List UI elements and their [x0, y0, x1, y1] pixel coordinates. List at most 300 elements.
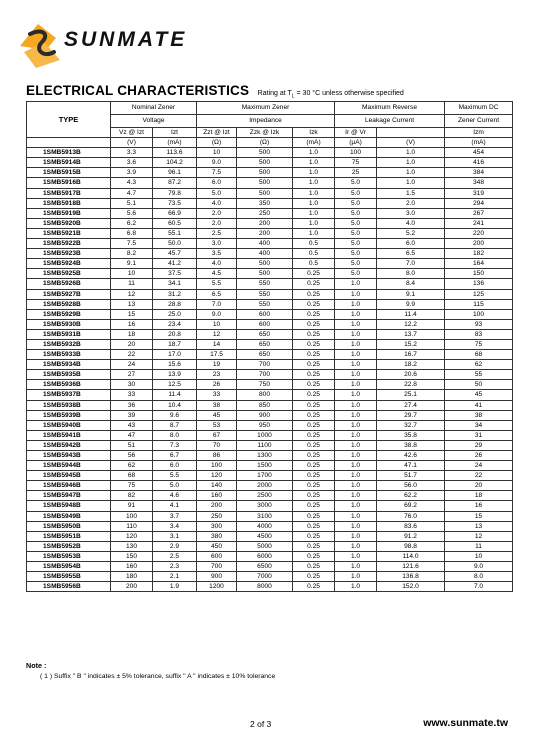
value-cell: 5.5	[153, 471, 197, 481]
value-cell: 0.25	[293, 440, 335, 450]
part-number-cell: 1SMB5956B	[27, 582, 111, 592]
value-cell: 6.0	[197, 178, 237, 188]
value-cell: 23.4	[153, 319, 197, 329]
value-cell: 45	[197, 410, 237, 420]
value-cell: 650	[237, 339, 293, 349]
value-cell: 6.8	[111, 228, 153, 238]
value-cell: 38.8	[377, 440, 445, 450]
value-cell: 5.0	[335, 218, 377, 228]
value-cell: 4000	[237, 521, 293, 531]
value-cell: 41	[445, 400, 513, 410]
part-number-cell: 1SMB5925B	[27, 269, 111, 279]
value-cell: 136.8	[377, 572, 445, 582]
value-cell: 1500	[237, 461, 293, 471]
value-cell: 3.7	[153, 511, 197, 521]
value-cell: 68	[111, 471, 153, 481]
value-cell: 1.0	[335, 481, 377, 491]
value-cell: 0.25	[293, 551, 335, 561]
value-cell: 1.5	[377, 188, 445, 198]
part-number-cell: 1SMB5935B	[27, 370, 111, 380]
value-cell: 1.0	[335, 430, 377, 440]
sub-header: Vz @ Izt	[111, 128, 153, 138]
value-cell: 25.0	[153, 309, 197, 319]
value-cell: 3.9	[111, 168, 153, 178]
value-cell: 10	[111, 269, 153, 279]
value-cell: 18.2	[377, 360, 445, 370]
value-cell: 1.0	[377, 158, 445, 168]
value-cell: 24	[445, 461, 513, 471]
value-cell: 83.6	[377, 521, 445, 531]
value-cell: 3.6	[111, 158, 153, 168]
value-cell: 121.6	[377, 562, 445, 572]
value-cell: 0.25	[293, 511, 335, 521]
value-cell: 140	[197, 481, 237, 491]
value-cell: 3.1	[153, 531, 197, 541]
value-cell: 900	[237, 410, 293, 420]
value-cell: 18.7	[153, 339, 197, 349]
value-cell: 0.25	[293, 461, 335, 471]
table-row	[27, 360, 513, 370]
value-cell: 2.0	[197, 208, 237, 218]
value-cell: 12	[197, 329, 237, 339]
value-cell: 83	[445, 329, 513, 339]
leakage-current-header: Maximum Reverse	[335, 102, 445, 115]
value-cell: 6500	[237, 562, 293, 572]
part-number-cell: 1SMB5953B	[27, 551, 111, 561]
website-link[interactable]: www.sunmate.tw	[423, 717, 508, 729]
value-cell: 47.1	[377, 461, 445, 471]
table-row	[27, 501, 513, 511]
value-cell: 13	[445, 521, 513, 531]
value-cell: 500	[237, 269, 293, 279]
value-cell: 4.0	[377, 218, 445, 228]
value-cell: 67	[197, 430, 237, 440]
zener-impedance-header: Maximum Zener	[197, 102, 335, 115]
value-cell: 1.0	[293, 168, 335, 178]
value-cell: 3100	[237, 511, 293, 521]
value-cell: 47	[111, 430, 153, 440]
value-cell: 900	[197, 572, 237, 582]
value-cell: 62	[111, 461, 153, 471]
value-cell: 1.0	[335, 541, 377, 551]
value-cell: 380	[197, 531, 237, 541]
part-number-cell: 1SMB5941B	[27, 430, 111, 440]
part-number-cell: 1SMB5952B	[27, 541, 111, 551]
value-cell: 2.3	[153, 562, 197, 572]
value-cell: 79.8	[153, 188, 197, 198]
value-cell: 9.0	[197, 309, 237, 319]
value-cell: 1.0	[335, 279, 377, 289]
table-row	[27, 319, 513, 329]
value-cell: 4.1	[153, 501, 197, 511]
value-cell: 650	[237, 329, 293, 339]
value-cell: 28.8	[153, 299, 197, 309]
part-number-cell: 1SMB5921B	[27, 228, 111, 238]
unit-cell: (Ω)	[197, 138, 237, 148]
value-cell: 0.25	[293, 350, 335, 360]
part-number-cell: 1SMB5951B	[27, 531, 111, 541]
value-cell: 8.0	[377, 269, 445, 279]
value-cell: 0.25	[293, 562, 335, 572]
value-cell: 5.0	[335, 178, 377, 188]
value-cell: 1.0	[335, 461, 377, 471]
value-cell: 500	[237, 178, 293, 188]
value-cell: 550	[237, 299, 293, 309]
value-cell: 100	[335, 148, 377, 158]
value-cell: 51.7	[377, 471, 445, 481]
value-cell: 1.0	[335, 491, 377, 501]
part-number-cell: 1SMB5940B	[27, 420, 111, 430]
table-row	[27, 582, 513, 592]
value-cell: 6.0	[153, 461, 197, 471]
table-row	[27, 471, 513, 481]
part-number-cell: 1SMB5933B	[27, 350, 111, 360]
table-row	[27, 370, 513, 380]
value-cell: 550	[237, 279, 293, 289]
value-cell: 16.7	[377, 350, 445, 360]
value-cell: 1.0	[293, 218, 335, 228]
value-cell: 69.2	[377, 501, 445, 511]
part-number-cell: 1SMB5917B	[27, 188, 111, 198]
value-cell: 50.0	[153, 239, 197, 249]
value-cell: 73.5	[153, 198, 197, 208]
value-cell: 160	[111, 562, 153, 572]
value-cell: 1.0	[335, 562, 377, 572]
sub-header: Izt	[153, 128, 197, 138]
value-cell: 8.0	[445, 572, 513, 582]
value-cell: 1.0	[335, 582, 377, 592]
note-text: ( 1 ) Suffix " B " indicates ± 5% tolerance, suffix " A " indicates ± 10% tolerance	[40, 673, 276, 680]
part-number-cell: 1SMB5928B	[27, 299, 111, 309]
value-cell: 1100	[237, 440, 293, 450]
value-cell: 16	[111, 319, 153, 329]
value-cell: 33	[111, 390, 153, 400]
value-cell: 5.1	[111, 198, 153, 208]
value-cell: 26	[445, 451, 513, 461]
table-row	[27, 481, 513, 491]
value-cell: 66.9	[153, 208, 197, 218]
value-cell: 3.4	[153, 521, 197, 531]
value-cell: 29	[445, 440, 513, 450]
table-row	[27, 168, 513, 178]
value-cell: 91	[111, 501, 153, 511]
value-cell: 700	[237, 370, 293, 380]
value-cell: 93	[445, 319, 513, 329]
value-cell: 37.5	[153, 269, 197, 279]
value-cell: 220	[445, 228, 513, 238]
value-cell: 2000	[237, 481, 293, 491]
part-number-cell: 1SMB5950B	[27, 521, 111, 531]
value-cell: 18	[445, 491, 513, 501]
value-cell: 53	[197, 420, 237, 430]
value-cell: 0.25	[293, 430, 335, 440]
value-cell: 2.5	[153, 551, 197, 561]
value-cell: 20	[111, 339, 153, 349]
value-cell: 31	[445, 430, 513, 440]
value-cell: 300	[197, 521, 237, 531]
value-cell: 100	[197, 461, 237, 471]
value-cell: 11	[111, 279, 153, 289]
value-cell: 5000	[237, 541, 293, 551]
value-cell: 2500	[237, 491, 293, 501]
value-cell: 416	[445, 158, 513, 168]
table-row	[27, 279, 513, 289]
value-cell: 6.5	[377, 249, 445, 259]
value-cell: 76.0	[377, 511, 445, 521]
table-row	[27, 511, 513, 521]
sub-header: Izm	[445, 128, 513, 138]
table-row	[27, 259, 513, 269]
value-cell: 2.0	[197, 218, 237, 228]
table-row	[27, 249, 513, 259]
value-cell: 86	[197, 451, 237, 461]
value-cell: 12.5	[153, 380, 197, 390]
table-row	[27, 440, 513, 450]
part-number-cell: 1SMB5923B	[27, 249, 111, 259]
value-cell: 160	[197, 491, 237, 501]
value-cell: 1.9	[153, 582, 197, 592]
value-cell: 0.25	[293, 289, 335, 299]
value-cell: 7.3	[153, 440, 197, 450]
value-cell: 75	[445, 339, 513, 349]
value-cell: 60.5	[153, 218, 197, 228]
value-cell: 500	[237, 148, 293, 158]
value-cell: 1.0	[335, 390, 377, 400]
value-cell: 1.0	[377, 148, 445, 158]
value-cell: 43	[111, 420, 153, 430]
value-cell: 23	[197, 370, 237, 380]
part-number-cell: 1SMB5945B	[27, 471, 111, 481]
unit-cell: (V)	[377, 138, 445, 148]
value-cell: 17.5	[197, 350, 237, 360]
value-cell: 26	[197, 380, 237, 390]
value-cell: 15.2	[377, 339, 445, 349]
value-cell: 13	[111, 299, 153, 309]
value-cell: 1.0	[335, 521, 377, 531]
value-cell: 0.25	[293, 541, 335, 551]
part-number-cell: 1SMB5927B	[27, 289, 111, 299]
value-cell: 55	[445, 370, 513, 380]
value-cell: 350	[237, 198, 293, 208]
table-row	[27, 380, 513, 390]
value-cell: 4.7	[111, 188, 153, 198]
table-row	[27, 430, 513, 440]
nominal-voltage-header: Nominal Zener	[111, 102, 197, 115]
part-number-cell: 1SMB5919B	[27, 208, 111, 218]
value-cell: 18	[111, 329, 153, 339]
sub-header: Ir @ Vr	[335, 128, 377, 138]
part-number-cell: 1SMB5955B	[27, 572, 111, 582]
table-body	[27, 148, 513, 592]
value-cell: 200	[445, 239, 513, 249]
value-cell: 1.0	[335, 440, 377, 450]
value-cell: 36	[111, 400, 153, 410]
value-cell: 0.25	[293, 390, 335, 400]
value-cell: 29.7	[377, 410, 445, 420]
table-row	[27, 531, 513, 541]
value-cell: 10.4	[153, 400, 197, 410]
sub-header	[377, 128, 445, 138]
value-cell: 400	[237, 249, 293, 259]
part-number-cell: 1SMB5948B	[27, 501, 111, 511]
part-number-cell: 1SMB5915B	[27, 168, 111, 178]
value-cell: 110	[111, 521, 153, 531]
value-cell: 384	[445, 168, 513, 178]
value-cell: 5.0	[335, 259, 377, 269]
value-cell: 51	[111, 440, 153, 450]
value-cell: 19	[197, 360, 237, 370]
value-cell: 1.0	[293, 198, 335, 208]
value-cell: 39	[111, 410, 153, 420]
table-row	[27, 451, 513, 461]
value-cell: 75	[111, 481, 153, 491]
value-cell: 1.0	[335, 339, 377, 349]
value-cell: 1.0	[335, 299, 377, 309]
value-cell: 45.7	[153, 249, 197, 259]
value-cell: 0.25	[293, 531, 335, 541]
value-cell: 600	[237, 309, 293, 319]
value-cell: 115	[445, 299, 513, 309]
value-cell: 0.5	[293, 239, 335, 249]
value-cell: 700	[237, 360, 293, 370]
value-cell: 104.2	[153, 158, 197, 168]
part-number-cell: 1SMB5954B	[27, 562, 111, 572]
value-cell: 200	[237, 218, 293, 228]
dc-current-header: Maximum DC	[445, 102, 513, 115]
page-number: 2 of 3	[250, 719, 272, 729]
table-row	[27, 239, 513, 249]
value-cell: 1.0	[335, 420, 377, 430]
value-cell: 2.5	[197, 228, 237, 238]
value-cell: 6.5	[197, 289, 237, 299]
part-number-cell: 1SMB5939B	[27, 410, 111, 420]
value-cell: 113.6	[153, 148, 197, 158]
part-number-cell: 1SMB5949B	[27, 511, 111, 521]
value-cell: 1.0	[335, 319, 377, 329]
value-cell: 5.0	[335, 228, 377, 238]
value-cell: 11.4	[153, 390, 197, 400]
part-number-cell: 1SMB5943B	[27, 451, 111, 461]
value-cell: 450	[197, 541, 237, 551]
value-cell: 1.0	[293, 228, 335, 238]
value-cell: 6.7	[153, 451, 197, 461]
value-cell: 136	[445, 279, 513, 289]
zener-impedance-header-2: Impedance	[197, 115, 335, 128]
value-cell: 0.25	[293, 451, 335, 461]
value-cell: 5.2	[377, 228, 445, 238]
value-cell: 27.4	[377, 400, 445, 410]
value-cell: 5.0	[335, 188, 377, 198]
value-cell: 750	[237, 380, 293, 390]
value-cell: 96.1	[153, 168, 197, 178]
value-cell: 4.5	[197, 269, 237, 279]
value-cell: 1.0	[335, 572, 377, 582]
value-cell: 0.25	[293, 309, 335, 319]
table-row	[27, 148, 513, 158]
value-cell: 400	[237, 239, 293, 249]
value-cell: 1.0	[335, 370, 377, 380]
table-row	[27, 329, 513, 339]
value-cell: 1700	[237, 471, 293, 481]
part-number-cell: 1SMB5938B	[27, 400, 111, 410]
value-cell: 850	[237, 400, 293, 410]
value-cell: 1.0	[335, 501, 377, 511]
part-number-cell: 1SMB5936B	[27, 380, 111, 390]
value-cell: 7.0	[197, 299, 237, 309]
value-cell: 0.25	[293, 400, 335, 410]
value-cell: 5.0	[197, 188, 237, 198]
value-cell: 0.25	[293, 471, 335, 481]
dc-current-header-2: Zener Current	[445, 115, 513, 128]
unit-cell: (mA)	[153, 138, 197, 148]
table-row	[27, 309, 513, 319]
value-cell: 3.5	[197, 249, 237, 259]
unit-cell: (mA)	[445, 138, 513, 148]
value-cell: 6.0	[377, 239, 445, 249]
value-cell: 1.0	[335, 289, 377, 299]
table-row	[27, 541, 513, 551]
table-row	[27, 491, 513, 501]
value-cell: 13.9	[153, 370, 197, 380]
value-cell: 164	[445, 259, 513, 269]
value-cell: 120	[197, 471, 237, 481]
value-cell: 500	[237, 259, 293, 269]
value-cell: 14	[197, 339, 237, 349]
value-cell: 0.25	[293, 501, 335, 511]
value-cell: 500	[237, 158, 293, 168]
table-row	[27, 400, 513, 410]
value-cell: 24	[111, 360, 153, 370]
value-cell: 0.25	[293, 360, 335, 370]
value-cell: 10	[445, 551, 513, 561]
value-cell: 1.0	[335, 471, 377, 481]
part-number-cell: 1SMB5916B	[27, 178, 111, 188]
value-cell: 100	[445, 309, 513, 319]
table-row	[27, 228, 513, 238]
value-cell: 1200	[197, 582, 237, 592]
value-cell: 41.2	[153, 259, 197, 269]
table-row	[27, 178, 513, 188]
value-cell: 7.0	[377, 259, 445, 269]
table-row	[27, 269, 513, 279]
sub-header: Izk	[293, 128, 335, 138]
value-cell: 75	[335, 158, 377, 168]
part-number-cell: 1SMB5934B	[27, 360, 111, 370]
value-cell: 100	[111, 511, 153, 521]
value-cell: 70	[197, 440, 237, 450]
unit-cell: (μA)	[335, 138, 377, 148]
value-cell: 0.25	[293, 279, 335, 289]
value-cell: 2.1	[153, 572, 197, 582]
value-cell: 600	[237, 319, 293, 329]
table-row	[27, 218, 513, 228]
value-cell: 62	[445, 360, 513, 370]
part-number-cell: 1SMB5924B	[27, 259, 111, 269]
value-cell: 1.0	[293, 158, 335, 168]
value-cell: 0.5	[293, 249, 335, 259]
value-cell: 500	[237, 168, 293, 178]
value-cell: 1.0	[335, 350, 377, 360]
value-cell: 600	[197, 551, 237, 561]
electrical-characteristics-table	[26, 101, 513, 592]
value-cell: 9.1	[377, 289, 445, 299]
value-cell: 0.25	[293, 370, 335, 380]
value-cell: 200	[237, 228, 293, 238]
value-cell: 5.0	[153, 481, 197, 491]
value-cell: 1.0	[293, 148, 335, 158]
value-cell: 200	[197, 501, 237, 511]
value-cell: 8.7	[153, 420, 197, 430]
